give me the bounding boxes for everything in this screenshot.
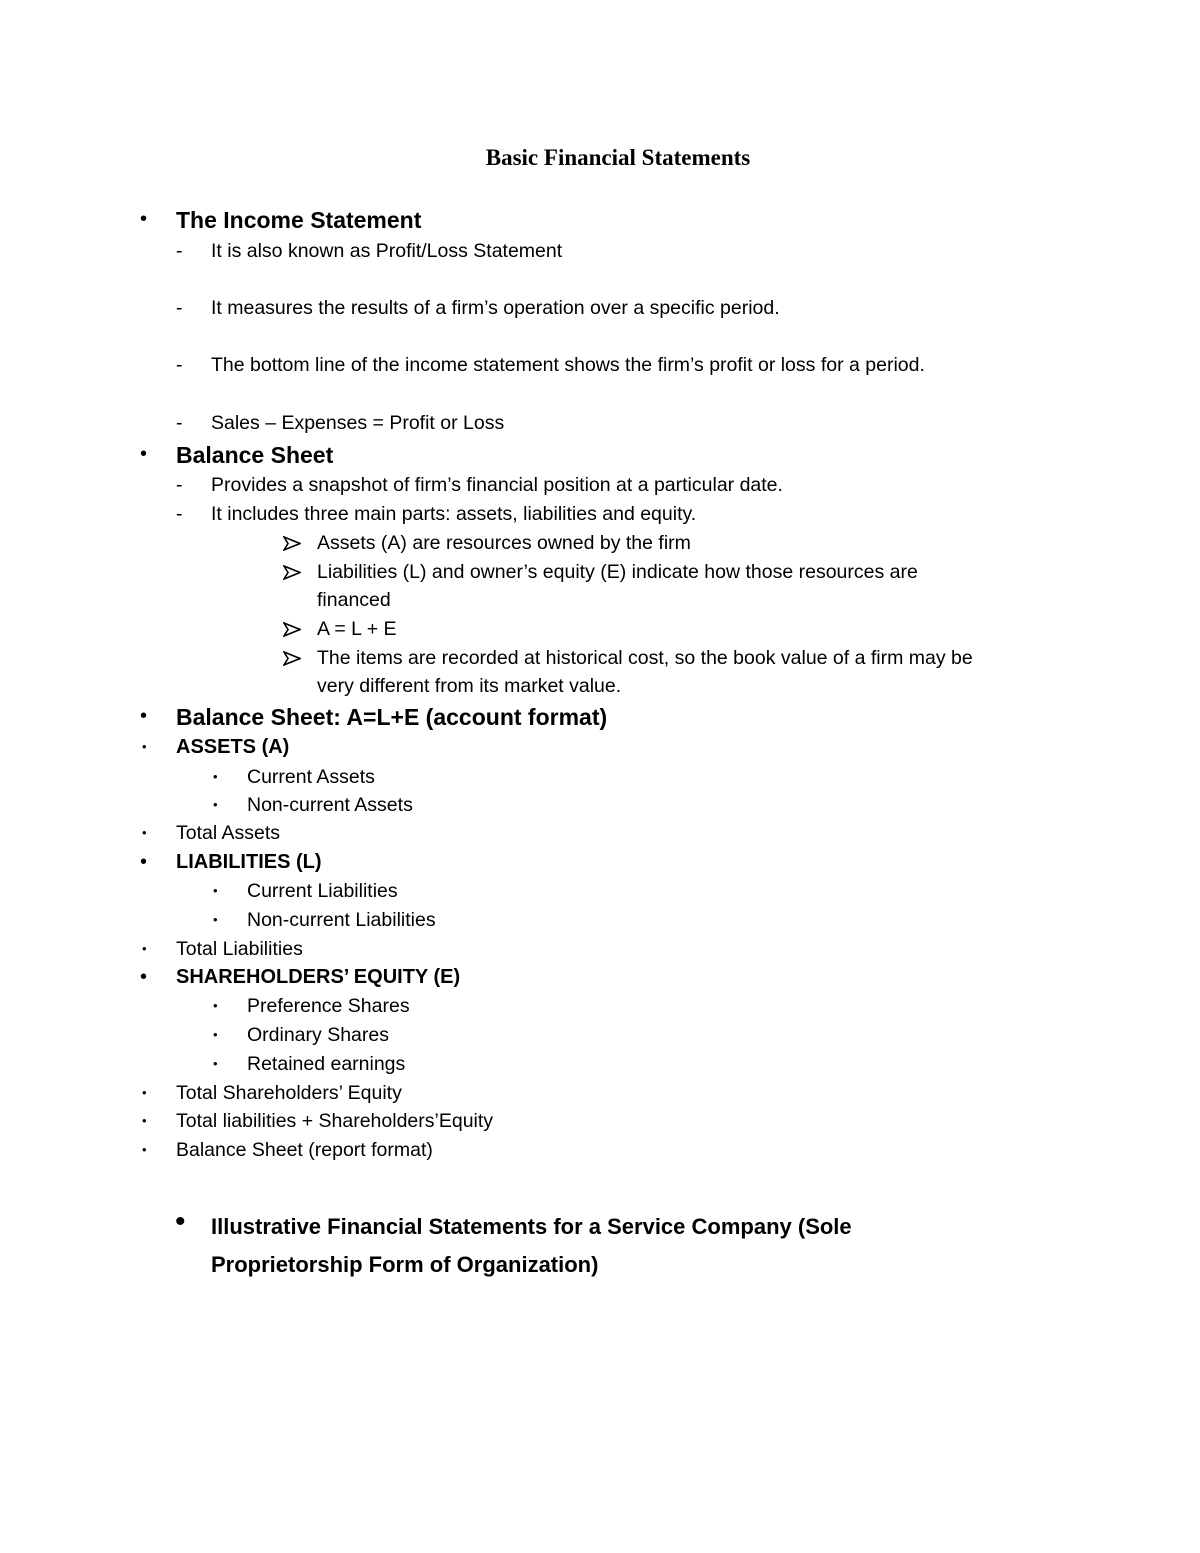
balance-point: Provides a snapshot of firm’s financial position at a particular date. [211,474,783,496]
balance-sub-point: A = L + E [317,618,397,640]
bullet-icon: • [142,1142,147,1157]
dash-icon: - [176,503,183,525]
bullet-icon: • [142,1113,147,1128]
equity-item: Preference Shares [247,995,410,1017]
dash-icon: - [176,354,183,376]
equity-item: Ordinary Shares [247,1024,389,1046]
bullet-icon: • [213,797,218,812]
account-format-heading: Balance Sheet: A=L+E (account format) [176,704,608,730]
bullet-icon: • [140,208,148,230]
bullet-icon: • [213,1056,218,1071]
equity-item: Retained earnings [247,1053,406,1075]
bullet-icon: • [140,966,148,988]
liabilities-item: Non-current Liabilities [247,909,436,931]
dash-icon: - [176,474,183,496]
arrow-bullet-icon [283,651,301,666]
bullet-icon: • [175,1205,186,1238]
arrow-bullet-icon [283,536,301,551]
total-liabilities-equity: Total liabilities + Shareholders’Equity [176,1110,494,1132]
total-equity: Total Shareholders’ Equity [176,1082,402,1104]
balance-sub-point: very different from its market value. [317,675,622,697]
balance-point: It includes three main parts: assets, liabilities and equity. [211,503,697,525]
income-point: It is also known as Profit/Loss Statement [211,240,563,262]
bullet-icon: • [213,769,218,784]
income-point: The bottom line of the income statement shows the firm’s profit or loss for a period. [211,354,925,376]
bullet-icon: • [140,443,148,465]
bullet-icon: • [142,739,147,754]
dash-icon: - [176,240,183,262]
income-statement-heading: The Income Statement [176,207,422,233]
total-liabilities: Total Liabilities [176,938,303,960]
bullet-icon: • [140,705,148,727]
assets-item: Current Assets [247,766,375,788]
balance-sub-point: The items are recorded at historical cost, so the book value of a firm may be [317,647,973,669]
income-point: Sales – Expenses = Profit or Loss [211,412,505,434]
equity-heading: SHAREHOLDERS’ EQUITY (E) [176,966,461,988]
balance-sub-point: Liabilities (L) and owner’s equity (E) indicate how those resources are [317,561,918,583]
bullet-icon: • [140,851,148,873]
illustrative-heading-line2: Proprietorship Form of Organization) [211,1252,599,1277]
dash-icon: - [176,297,183,319]
arrow-bullet-icon [283,622,301,637]
income-point: It measures the results of a firm’s operation over a specific period. [211,297,780,319]
bullet-icon: • [213,912,218,927]
bullet-icon: • [142,825,147,840]
liabilities-heading: LIABILITIES (L) [176,851,322,873]
bullet-icon: • [142,1085,147,1100]
arrow-bullet-icon [283,565,301,580]
liabilities-item: Current Liabilities [247,880,398,902]
balance-sub-point: financed [317,589,391,611]
total-assets: Total Assets [176,822,281,844]
bullet-icon: • [213,998,218,1013]
balance-sub-point: Assets (A) are resources owned by the firm [317,532,691,554]
assets-item: Non-current Assets [247,794,413,816]
balance-sheet-heading: Balance Sheet [176,442,334,468]
bullet-icon: • [213,883,218,898]
page-title: Basic Financial Statements [485,145,751,170]
illustrative-heading-line1: Illustrative Financial Statements for a Service Company (Sole [211,1214,852,1239]
bullet-icon: • [213,1027,218,1042]
report-format: Balance Sheet (report format) [176,1139,433,1161]
bullet-icon: • [142,941,147,956]
dash-icon: - [176,412,183,434]
assets-heading: ASSETS (A) [176,736,290,758]
